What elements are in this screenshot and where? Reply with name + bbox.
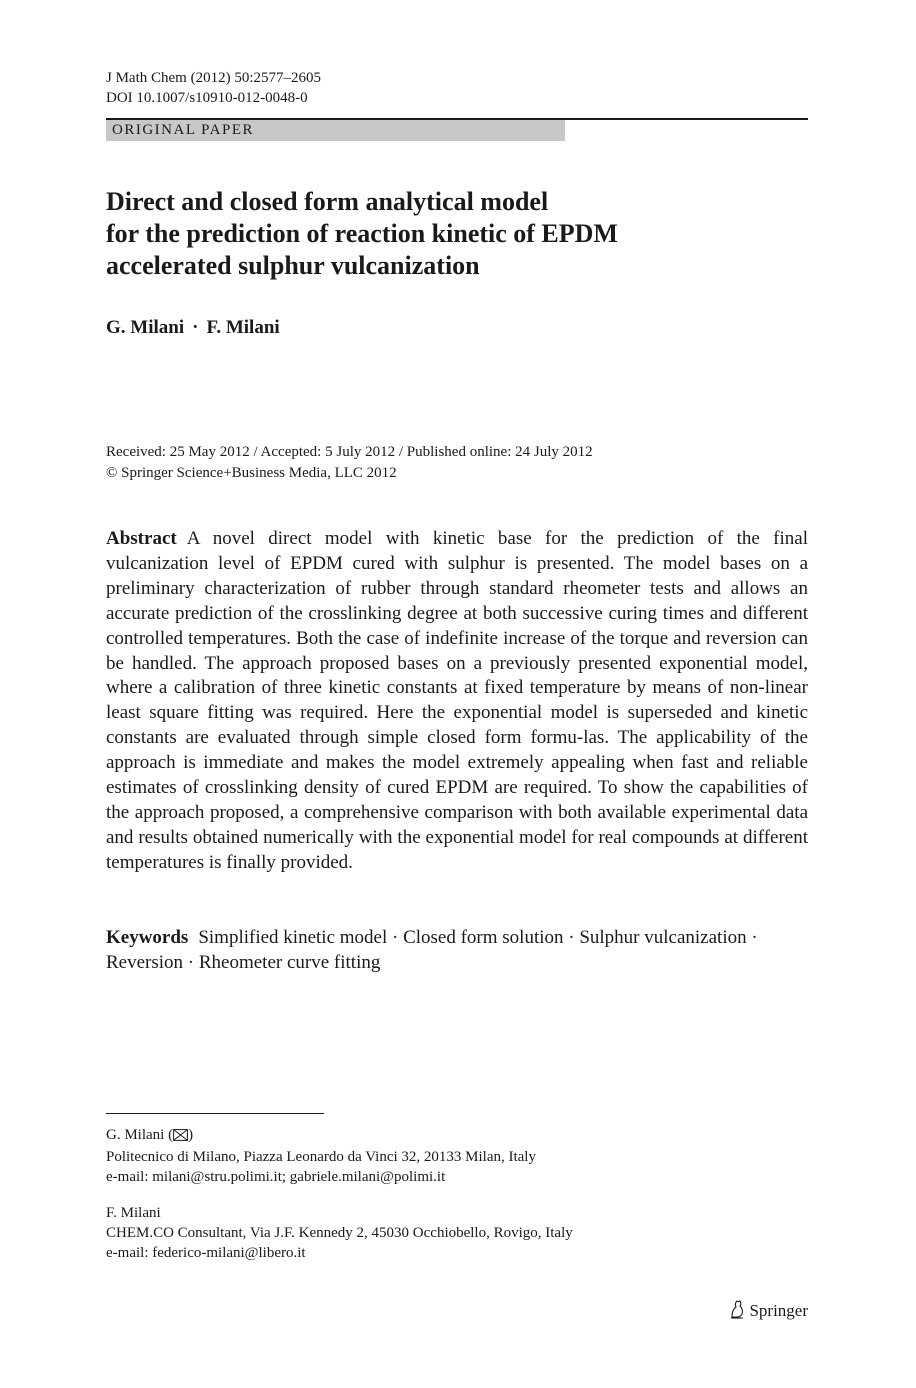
history-dates: Received: 25 May 2012 / Accepted: 5 July 2012 / Published online: 24 July 2012 bbox=[106, 444, 593, 460]
abstract bbox=[106, 527, 808, 876]
author-name[interactable]: G. Milani bbox=[106, 317, 185, 338]
author-name[interactable]: F. Milani bbox=[206, 317, 280, 338]
contact-marker-close: ) bbox=[188, 1127, 194, 1143]
footnote-rule bbox=[106, 1113, 324, 1114]
publisher-name: Springer bbox=[749, 1301, 808, 1320]
title-line: accelerated sulphur vulcanization bbox=[106, 251, 480, 280]
paper-type-label: ORIGINAL PAPER bbox=[112, 122, 254, 138]
affiliation-address: CHEM.CO Consultant, Via J.F. Kennedy 2, 45030 Occhiobello, Rovigo, Italy bbox=[106, 1225, 573, 1241]
affiliation-name: F. Milani bbox=[106, 1205, 161, 1221]
title-line: Direct and closed form analytical model bbox=[106, 187, 549, 216]
contact-marker-open: ( bbox=[168, 1127, 174, 1143]
affiliation-name: G. Milani bbox=[106, 1127, 165, 1143]
keywords bbox=[106, 925, 808, 975]
envelope-icon[interactable] bbox=[173, 1127, 188, 1147]
publisher-logo bbox=[729, 1299, 808, 1322]
affiliation-email[interactable]: e-mail: federico-milani@libero.it bbox=[106, 1245, 306, 1261]
springer-horse-icon bbox=[729, 1301, 749, 1320]
affiliation-2 bbox=[106, 1203, 573, 1263]
title-line: for the prediction of reaction kinetic of EPDM bbox=[106, 219, 618, 248]
copyright: © Springer Science+Business Media, LLC 2012 bbox=[106, 465, 397, 481]
affiliation-email[interactable]: e-mail: milani@stru.polimi.it; gabriele.milani@polimi.it bbox=[106, 1169, 446, 1185]
abstract-text: A novel direct model with kinetic base for the prediction of the final vulcanization level of EPDM cured with sulphur is presented. The model bases on a preliminary characterization of rubber through standard rheometer tests and allows an accurate prediction of the crosslinking degree at both successive curing times and different controlled temperatures. Both the case of indefinite increase of the torque and reversion can be handled. The approach proposed bases on a previously presented exponential model, where a calibration of three kinetic constants at fixed temperature by means of non-linear least square fitting was required. Here the exponential model is superseded and kinetic constants are evaluated through simple closed form formu-las. The applicability of the approach is immediate and makes the model extremely appealing when fast and reliable estimates of crosslinking density of cured EPDM are required. To show the capabilities of the approach proposed, a comprehensive comparison with both available experimental data and results obtained numerically with the exponential model for real compounds at different temperatures is finally provided. bbox=[106, 528, 808, 873]
author-separator: · bbox=[192, 317, 199, 338]
keywords-line: Reversion · Rheometer curve fitting bbox=[106, 952, 381, 973]
abstract-label: Abstract bbox=[106, 528, 177, 549]
journal-citation: J Math Chem (2012) 50:2577–2605 bbox=[106, 70, 321, 86]
journal-info bbox=[106, 68, 321, 108]
author-list bbox=[106, 316, 280, 340]
keywords-line: Simplified kinetic model · Closed form solution · Sulphur vulcanization · bbox=[198, 927, 758, 948]
affiliation-address: Politecnico di Milano, Piazza Leonardo da Vinci 32, 20133 Milan, Italy bbox=[106, 1149, 536, 1165]
article-history bbox=[106, 442, 593, 484]
keywords-label: Keywords bbox=[106, 927, 189, 948]
doi[interactable]: DOI 10.1007/s10910-012-0048-0 bbox=[106, 90, 308, 106]
affiliation-1 bbox=[106, 1125, 536, 1187]
article-title bbox=[106, 186, 746, 282]
